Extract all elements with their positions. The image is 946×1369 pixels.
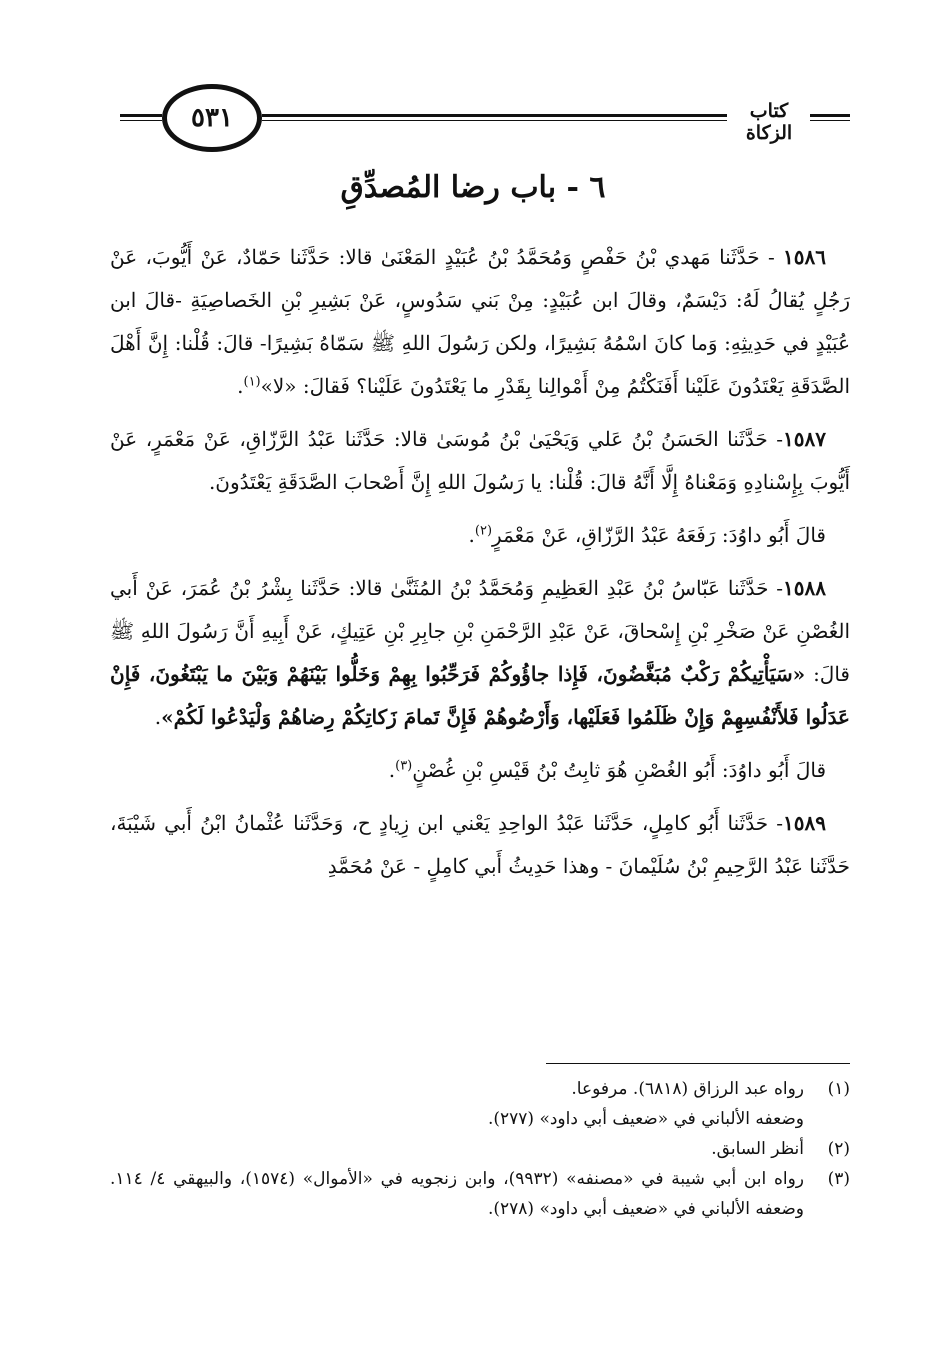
punctuation: . <box>154 705 162 729</box>
page-number: ٥٣١ <box>162 84 262 152</box>
footnote-marker: (١) <box>827 1079 850 1099</box>
hadith-paragraph <box>110 236 850 408</box>
running-title: كتاب الزكاة <box>745 100 793 144</box>
header-rule <box>120 120 162 121</box>
hadith-number: ١٥٨٨ <box>783 576 826 600</box>
header-rule <box>120 114 162 117</box>
note-text: قالَ أَبُو داوُدَ: أَبُو الغُصْنِ هُوَ ثابِتُ بْنُ قَيْسِ بْنِ غُصْنٍ <box>412 758 826 782</box>
footnote-separator <box>546 1063 850 1064</box>
hadith-paragraph <box>110 418 850 504</box>
header-rule <box>262 114 727 117</box>
chapter-title: ٦ - باب رضا المُصدِّقِ <box>340 170 606 205</box>
hadith-number: ١٥٨٩ <box>783 811 826 835</box>
header-rule <box>262 120 727 121</box>
header-rule <box>810 114 850 117</box>
footnote-item <box>110 1134 850 1164</box>
footnote-ref[interactable]: (١) <box>243 374 261 390</box>
main-text <box>110 236 850 898</box>
footnote-item <box>110 1164 850 1224</box>
punctuation: . <box>388 758 396 782</box>
prophetic-quote: «سَيَأْتِيكُمْ رَكْبٌ مُبَغَّضُونَ، فَإِذا جاؤُوكُمْ فَرَحِّبُوا بِهِمْ وَخَلُّوا بَيْنَهُمْ وَبَيْنَ ما يَبْتَغُونَ، فَإِنْ عَدَلُوا فَلأَنْفُسِهِمْ وَإِنْ ظَلَمُوا فَعَلَيْها، وَأَرْضُوهُمْ فَإِنَّ تَمامَ زَكاتِكُمْ رِضاهُمْ وَلْيَدْعُوا لَكُمْ» <box>110 662 850 729</box>
header-rule <box>810 120 850 121</box>
hadith-text: - حَدَّثَنا عَبّاسُ بْنُ عَبْدِ العَظِيمِ وَمُحَمَّدُ بْنُ المُثَنَّىٰ قالا: حَدَّثَنا بِشْرُ بْنُ عُمَرَ، عَنْ أَبي الغُصْنِ عَنْ صَخْرِ بْنِ إِسْحاقَ، عَنْ عَبْدِ الرَّحْمَنِ بْنِ جابِرِ بْنِ عَتِيكٍ، عَنْ أَبِيهِ أَنَّ رَسُولَ اللهِ ﷺ قالَ: <box>110 576 850 686</box>
hadith-number: ١٥٨٦ <box>783 245 826 269</box>
note-text: قالَ أَبُو داوُدَ: رَفَعَهُ عَبْدُ الرَّزّاقِ، عَنْ مَعْمَرٍ <box>492 523 826 547</box>
footnote-item <box>110 1074 850 1104</box>
note-paragraph <box>110 749 850 792</box>
hadith-text: - حَدَّثَنا الحَسَنُ بْنُ عَلي وَيَحْيَىٰ بْنُ مُوسَىٰ قالا: حَدَّثَنا عَبْدُ الرَّزّاقِ، عَنْ مَعْمَرٍ، عَنْ أَيُّوبَ بِإِسْنادِهِ وَمَعْناهُ إِلَّا أَنَّهُ قالَ: قُلْنا: يا رَسُولَ اللهِ إِنَّ أَصْحابَ الصَّدَقَةِ يَعْتَدُونَ. <box>110 427 850 494</box>
hadith-paragraph <box>110 802 850 888</box>
page-header <box>110 78 850 158</box>
footnote-text: أنظر السابق. <box>711 1139 804 1159</box>
footnote-marker: (٣) <box>827 1169 850 1189</box>
footnote-text: رواه ابن أبي شيبة في «مصنفه» (٩٩٣٢)، وابن زنجويه في «الأموال» (١٥٧٤)، والبيهقي ٤/ ١١٤. وضعفه الألباني في «ضعيف أبي داود» (٢٧٨). <box>110 1169 804 1219</box>
footnotes <box>110 1074 850 1224</box>
note-paragraph <box>110 514 850 557</box>
footnote-ref[interactable]: (٣) <box>395 758 413 774</box>
footnote-text: رواه عبد الرزاق (٦٨١٨). مرفوعا. <box>571 1079 804 1099</box>
footnote-ref[interactable]: (٢) <box>474 523 493 539</box>
footnote-continuation: وضعفه الألباني في «ضعيف أبي داود» (٢٧٧). <box>487 1109 804 1129</box>
footnote-marker: (٢) <box>827 1139 850 1159</box>
punctuation: . <box>468 523 475 547</box>
punctuation: . <box>237 374 244 398</box>
hadith-text: - حَدَّثَنا مَهدي بْنُ حَفْصٍ وَمُحَمَّدُ بْنُ عُبَيْدٍ المَعْنَىٰ قالا: حَدَّثَنا حَمّادٌ، عَنْ أَيُّوبَ، عَنْ رَجُلٍ يُقالُ لَهُ: دَيْسَمٌ، وقالَ ابن عُبَيْدٍ: مِنْ بَني سَدُوسٍ، عَنْ بَشِيرِ بْنِ الخَصاصِيَةِ -قالَ ابن عُبَيْدٍ في حَدِيثِهِ: وَما كانَ اسْمُهُ بَشِيرًا، ولكن رَسُولَ اللهِ ﷺ سَمّاهُ بَشِيرًا- قالَ: قُلْنا: إِنَّ أَهْلَ الصَّدَقَةِ يَعْتَدُونَ عَلَيْنا أَفَنَكْتُمُ مِنْ أَمْوالِنا بِقَدْرِ ما يَعْتَدُونَ عَلَيْنا؟ فَقالَ: «لا» <box>110 245 850 398</box>
hadith-text: - حَدَّثَنا أَبُو كامِلٍ، حَدَّثَنا عَبْدُ الواحِدِ يَعْني ابن زِيادٍ ح، وَحَدَّثَنا عُثْمانُ ابْنُ أَبي شَيْبَةَ، حَدَّثَنا عَبْدُ الرَّحِيمِ بْنُ سُلَيْمانَ - وهذا حَدِيثُ أَبي كامِلٍ - عَنْ مُحَمَّدِ <box>110 811 850 878</box>
hadith-paragraph <box>110 567 850 739</box>
hadith-number: ١٥٨٧ <box>783 427 826 451</box>
